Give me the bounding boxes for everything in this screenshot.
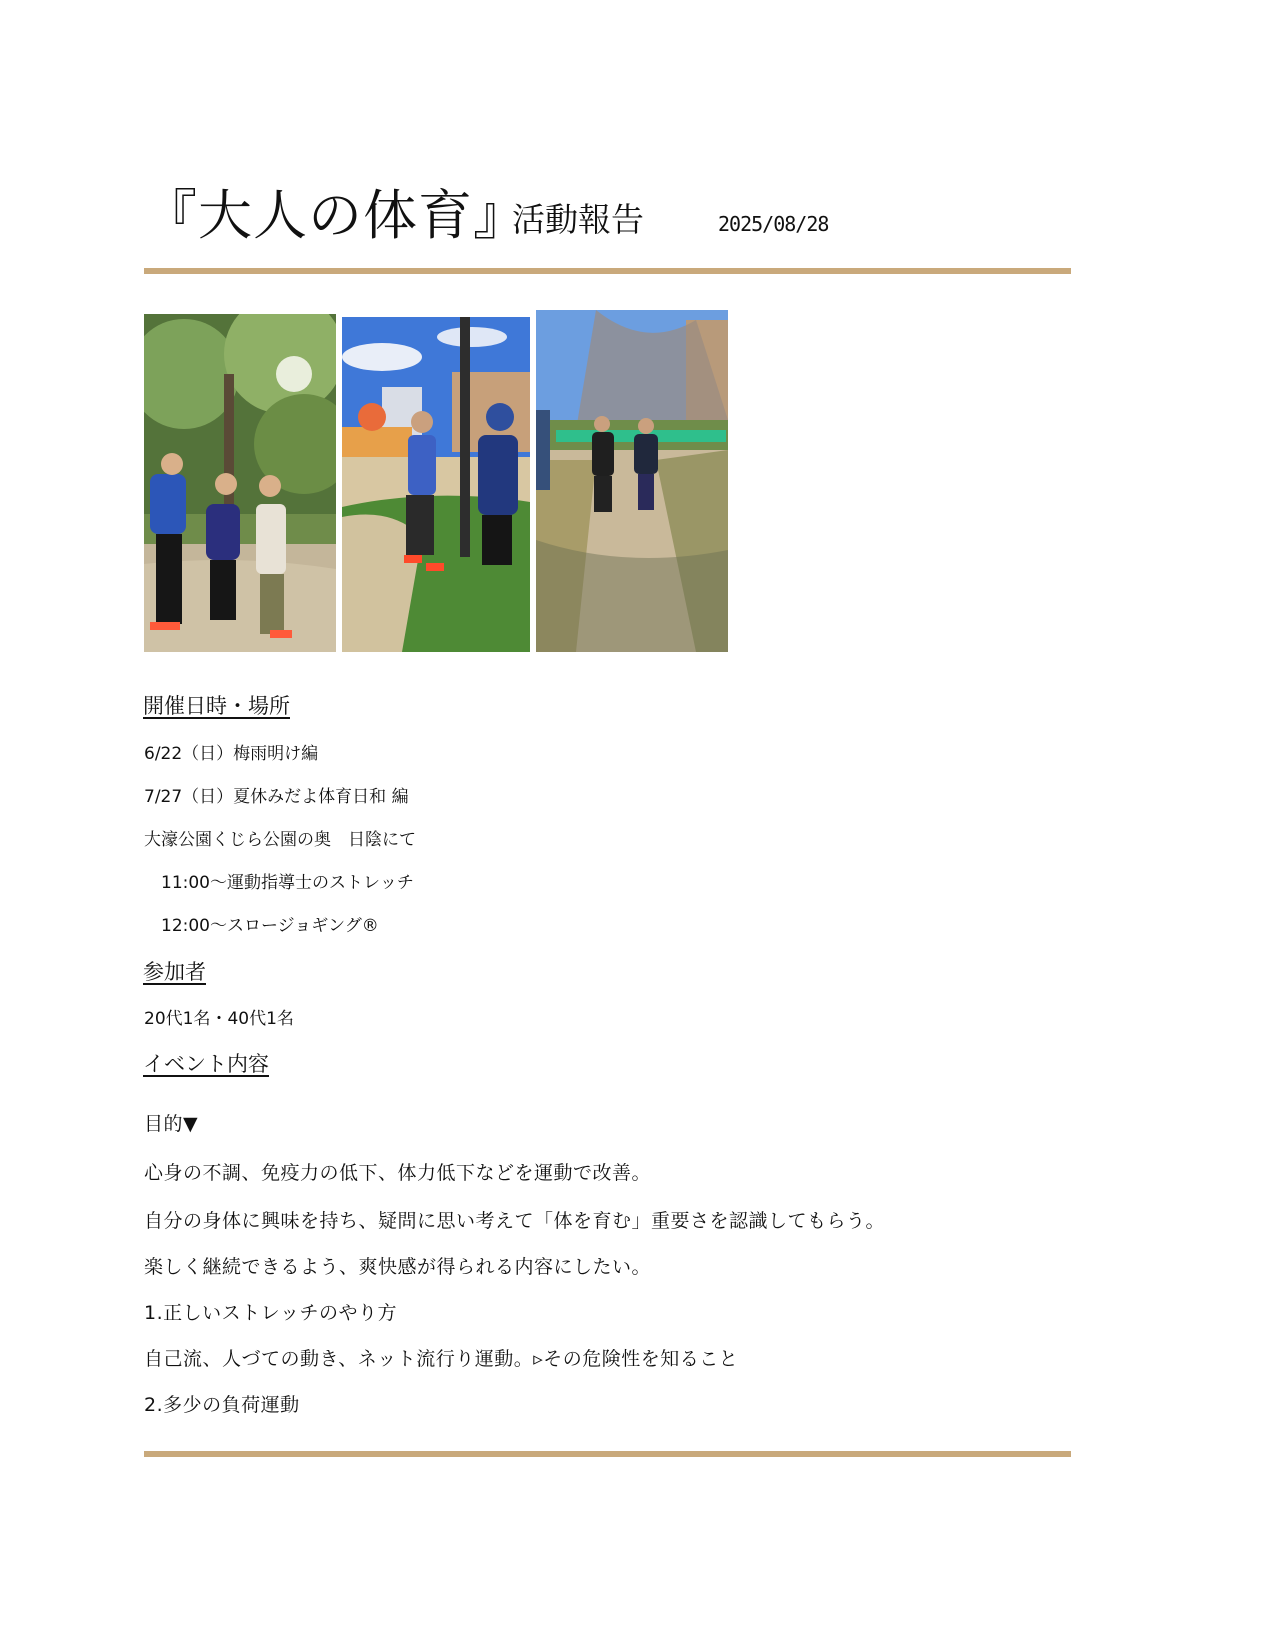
schedule-line: 11:00～運動指導士のストレッチ [144, 873, 414, 893]
bottom-divider [144, 1451, 1071, 1457]
event-line: 2.多少の負荷運動 [144, 1394, 300, 1416]
schedule-line: 大濠公園くじら公園の奥 日陰にて [144, 830, 416, 850]
section-heading-participants: 参加者 [143, 960, 206, 984]
schedule-line: 12:00～スロージョギング® [144, 916, 379, 936]
page-subtitle: 活動報告 [512, 200, 644, 239]
section-heading-schedule: 開催日時・場所 [143, 694, 290, 718]
schedule-line: 7/27（日）夏休みだよ体育日和 編 [144, 787, 409, 807]
top-divider [144, 268, 1071, 274]
report-date: 2025/08/28 [718, 212, 829, 236]
event-line: 自分の身体に興味を持ち、疑問に思い考えて「体を育む」重要さを認識してもらう。 [144, 1210, 886, 1232]
photo-group-under-trees [144, 314, 336, 652]
page-title: 『大人の体育』 [143, 184, 528, 247]
photo-stretching-by-pole [342, 317, 530, 652]
event-line: 楽しく継続できるよう、爽快感が得られる内容にしたい。 [144, 1256, 652, 1278]
event-line: 心身の不調、免疫力の低下、体力低下などを運動で改善。 [144, 1162, 652, 1184]
schedule-line: 6/22（日）梅雨明け編 [144, 744, 319, 764]
photo-jogging-on-path [536, 310, 728, 652]
event-line: 1.正しいストレッチのやり方 [144, 1302, 397, 1324]
section-heading-event: イベント内容 [143, 1052, 269, 1076]
event-line: 自己流、人づての動き、ネット流行り運動。▹その危険性を知ること [144, 1348, 739, 1370]
participants-text: 20代1名・40代1名 [144, 1009, 294, 1029]
purpose-label: 目的▼ [144, 1113, 199, 1135]
